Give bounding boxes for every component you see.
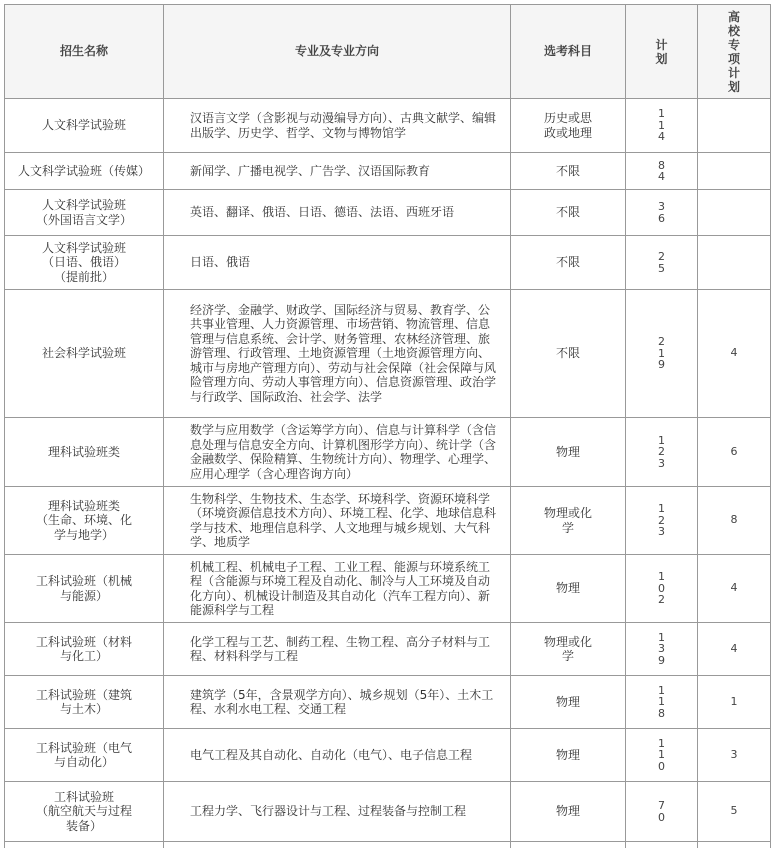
partial-cell: [511, 842, 626, 848]
plan-digit: 8: [626, 160, 697, 172]
elective-subject: 不限: [511, 290, 626, 418]
plan-count: [626, 555, 698, 623]
special-plan-count: [698, 236, 771, 290]
plan-digit: 7: [626, 800, 697, 812]
plan-digit: 3: [626, 526, 697, 538]
special-plan-count: [698, 153, 771, 190]
table-row: [5, 99, 771, 153]
table-row: [5, 290, 771, 418]
elective-subject: 物理: [511, 418, 626, 487]
special-plan-count: 4: [698, 623, 771, 676]
special-plan-count: 1: [698, 676, 771, 729]
plan-digit: 8: [626, 708, 697, 720]
plan-digit: 3: [626, 201, 697, 213]
header-special-plan: 高 校 专 项 计 划: [698, 5, 771, 99]
plan-digit: 9: [626, 655, 697, 667]
plan-digit: 1: [626, 749, 697, 761]
plan-digit: 4: [626, 131, 697, 143]
major-list: 建筑学（5年，含景观学方向）、城乡规划（5年）、土木工程、水利水电工程、交通工程: [164, 676, 511, 729]
special-plan-count: 6: [698, 418, 771, 487]
program-name: 人文科学试验班 （外国语言文学）: [5, 190, 164, 236]
plan-count: [626, 623, 698, 676]
plan-digit: 6: [626, 213, 697, 225]
elective-subject: 不限: [511, 153, 626, 190]
plan-digit: 1: [626, 120, 697, 132]
program-name: 人文科学试验班 （日语、俄语） （提前批）: [5, 236, 164, 290]
program-name: 工科试验班（材料 与化工）: [5, 623, 164, 676]
major-list: 经济学、金融学、财政学、国际经济与贸易、教育学、公共事业管理、人力资源管理、市场营销、物流管理、信息管理与信息系统、会计学、财务管理、农林经济管理、旅游管理、行政管理、土地资源管理（土地资源管理方向、城市与房地产管理方向）、劳动与社会保障（社会保障与风险管理方向、劳动人事管理方向）、信息资源管理、政治学与行政学、国际政治、社会学、法学: [164, 290, 511, 418]
program-name: 理科试验班类 （生命、环境、化 学与地学）: [5, 487, 164, 555]
plan-count: [626, 782, 698, 842]
elective-subject: 历史或思 政或地理: [511, 99, 626, 153]
plan-count: [626, 99, 698, 153]
partial-cell: [164, 842, 511, 848]
table-row: [5, 676, 771, 729]
partial-cell: [626, 842, 698, 848]
plan-count: [626, 676, 698, 729]
plan-count: [626, 190, 698, 236]
program-name: 工科试验班（机械 与能源）: [5, 555, 164, 623]
major-list: 新闻学、广播电视学、广告学、汉语国际教育: [164, 153, 511, 190]
special-plan-count: 4: [698, 290, 771, 418]
plan-digit: 1: [626, 503, 697, 515]
plan-digit: 1: [626, 632, 697, 644]
program-name: 人文科学试验班: [5, 99, 164, 153]
elective-subject: 不限: [511, 236, 626, 290]
elective-subject: 物理: [511, 676, 626, 729]
table-row: [5, 418, 771, 487]
table-row: [5, 623, 771, 676]
plan-digit: 2: [626, 336, 697, 348]
program-name: 工科试验班（建筑 与土木）: [5, 676, 164, 729]
program-name: 理科试验班类: [5, 418, 164, 487]
table-row: [5, 729, 771, 782]
elective-subject: 物理: [511, 782, 626, 842]
plan-digit: 1: [626, 571, 697, 583]
plan-digit: 0: [626, 761, 697, 773]
plan-digit: 1: [626, 108, 697, 120]
major-list: 工程力学、飞行器设计与工程、过程装备与控制工程: [164, 782, 511, 842]
plan-count: [626, 236, 698, 290]
plan-digit: 5: [626, 263, 697, 275]
major-list: 英语、翻译、俄语、日语、德语、法语、西班牙语: [164, 190, 511, 236]
plan-digit: 2: [626, 515, 697, 527]
plan-digit: 3: [626, 643, 697, 655]
plan-count: [626, 729, 698, 782]
header-plan: 计 划: [626, 5, 698, 99]
plan-digit: 3: [626, 458, 697, 470]
admission-table: [4, 4, 771, 848]
table-row: [5, 555, 771, 623]
elective-subject: 物理或化 学: [511, 487, 626, 555]
plan-count: [626, 290, 698, 418]
header-name: 招生名称: [5, 5, 164, 99]
plan-digit: 1: [626, 435, 697, 447]
partial-cell: [5, 842, 164, 848]
major-list: 数学与应用数学（含运筹学方向）、信息与计算科学（含信息处理与信息安全方向、计算机图形学方向）、统计学（含金融数学、保险精算、生物统计方向）、物理学、心理学、应用心理学（含心理咨询方向）: [164, 418, 511, 487]
elective-subject: 物理: [511, 555, 626, 623]
table-row: [5, 153, 771, 190]
plan-digit: 1: [626, 696, 697, 708]
plan-digit: 0: [626, 583, 697, 595]
partial-cell: [698, 842, 771, 848]
program-name: 社会科学试验班: [5, 290, 164, 418]
table-row: [5, 236, 771, 290]
program-name: 人文科学试验班（传媒）: [5, 153, 164, 190]
special-plan-count: [698, 190, 771, 236]
plan-digit: 1: [626, 738, 697, 750]
table-row: [5, 487, 771, 555]
elective-subject: 物理: [511, 729, 626, 782]
special-plan-count: 3: [698, 729, 771, 782]
special-plan-count: 8: [698, 487, 771, 555]
header-subject: 选考科目: [511, 5, 626, 99]
plan-digit: 2: [626, 446, 697, 458]
plan-digit: 4: [626, 171, 697, 183]
plan-digit: 2: [626, 251, 697, 263]
plan-digit: 9: [626, 359, 697, 371]
plan-count: [626, 418, 698, 487]
major-list: 日语、俄语: [164, 236, 511, 290]
plan-digit: 1: [626, 685, 697, 697]
plan-count: [626, 487, 698, 555]
program-name: 工科试验班 （航空航天与过程 装备）: [5, 782, 164, 842]
major-list: 化学工程与工艺、制药工程、生物工程、高分子材料与工程、材料科学与工程: [164, 623, 511, 676]
plan-digit: 0: [626, 812, 697, 824]
special-plan-count: 5: [698, 782, 771, 842]
header-major: 专业及专业方向: [164, 5, 511, 99]
elective-subject: 不限: [511, 190, 626, 236]
table-row: [5, 190, 771, 236]
major-list: 机械工程、机械电子工程、工业工程、能源与环境系统工程（含能源与环境工程及自动化、制冷与人工环境及自动化方向）、机械设计制造及其自动化（汽车工程方向）、新能源科学与工程: [164, 555, 511, 623]
program-name: 工科试验班（电气 与自动化）: [5, 729, 164, 782]
table-row: [5, 782, 771, 842]
plan-digit: 1: [626, 348, 697, 360]
table-row-partial: [5, 842, 771, 848]
major-list: 电气工程及其自动化、自动化（电气）、电子信息工程: [164, 729, 511, 782]
major-list: 汉语言文学（含影视与动漫编导方向）、古典文献学、编辑出版学、历史学、哲学、文物与博物馆学: [164, 99, 511, 153]
major-list: 生物科学、生物技术、生态学、环境科学、资源环境科学（环境资源信息技术方向）、环境工程、化学、地球信息科学与技术、地理信息科学、人文地理与城乡规划、大气科学、地质学: [164, 487, 511, 555]
plan-count: [626, 153, 698, 190]
elective-subject: 物理或化 学: [511, 623, 626, 676]
special-plan-count: 4: [698, 555, 771, 623]
plan-digit: 2: [626, 594, 697, 606]
special-plan-count: [698, 99, 771, 153]
